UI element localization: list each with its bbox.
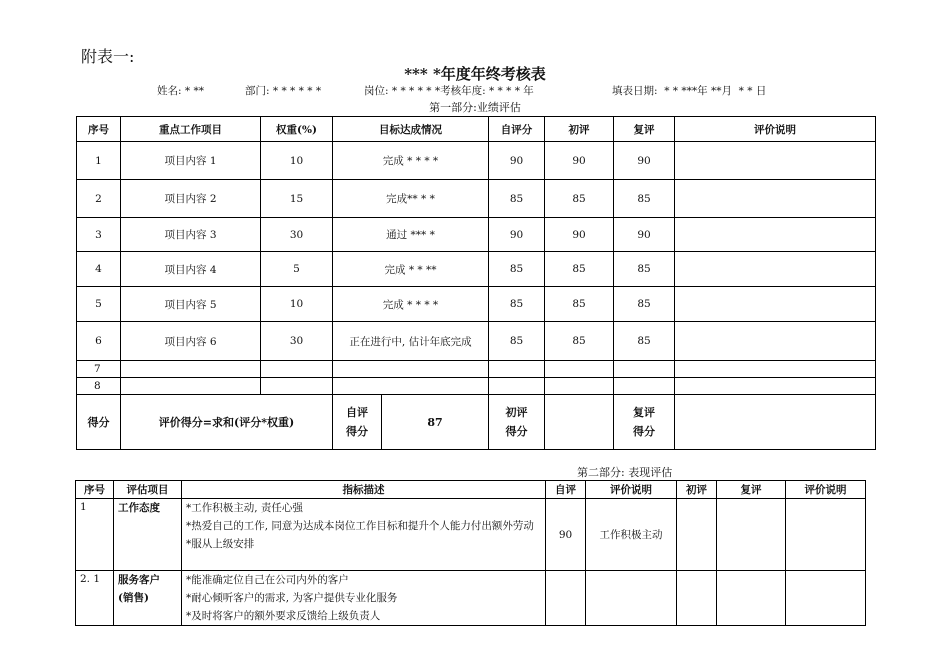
perf-cell-review: 90 [614, 142, 675, 180]
perf-header-weight: 权重(%) [261, 117, 333, 142]
self-score-value: 87 [427, 415, 443, 429]
perf-cell-weight: 5 [261, 252, 333, 287]
perf-cell-review [614, 361, 675, 378]
perf-row [77, 287, 876, 322]
meta-post-year: 岗位: * * * * * *考核年度: * * * * 年 [364, 85, 534, 97]
perf-cell-weight: 10 [261, 142, 333, 180]
perf-cell-weight: 15 [261, 180, 333, 218]
perf-cell-self: 85 [489, 252, 545, 287]
perf-cell-first [545, 361, 614, 378]
review-score-label: 复评 得分 [614, 395, 675, 450]
behavior-cell-self: 90 [546, 499, 586, 571]
behavior-row [76, 571, 866, 626]
perf-cell-item [121, 378, 261, 395]
perf-header-target: 目标达成情况 [333, 117, 489, 142]
behavior-cell-self [546, 571, 586, 626]
perf-cell-first [545, 378, 614, 395]
perf-cell-review: 85 [614, 252, 675, 287]
behavior-cell-first [677, 499, 717, 571]
perf-row [77, 142, 876, 180]
appendix-label: 附表一: [81, 47, 135, 66]
behavior-cell-review-comment [786, 571, 866, 626]
behavior-header-review: 复评 [717, 481, 786, 499]
perf-cell-comment [675, 378, 876, 395]
behavior-header-first: 初评 [677, 481, 717, 499]
perf-cell-self: 90 [489, 142, 545, 180]
behavior-cell-no: 1 [76, 499, 114, 571]
score-formula: 评价得分=求和(评分*权重) [121, 395, 333, 450]
perf-header-comment: 评价说明 [675, 117, 876, 142]
perf-cell-item: 项目内容 2 [121, 180, 261, 218]
perf-cell-item [121, 361, 261, 378]
page-title: *** *年度年终考核表 [404, 65, 546, 83]
perf-cell-review: 90 [614, 218, 675, 252]
perf-cell-item: 项目内容 5 [121, 287, 261, 322]
perf-cell-comment [675, 287, 876, 322]
behavior-cell-item: 工作态度 [114, 499, 182, 571]
perf-cell-comment [675, 142, 876, 180]
perf-cell-target: 完成 * * * * [333, 287, 489, 322]
perf-cell-target [333, 361, 489, 378]
perf-cell-no: 4 [77, 252, 121, 287]
indicator-line: *工作积极主动, 责任心强 [186, 502, 303, 514]
perf-cell-review: 85 [614, 180, 675, 218]
section2-title: 第二部分: 表现评估 [577, 466, 673, 479]
behavior-cell-review [717, 499, 786, 571]
behavior-cell-indicators [182, 571, 546, 626]
perf-cell-weight [261, 378, 333, 395]
indicator-line: *能准确定位自己在公司内外的客户 [186, 574, 349, 586]
behavior-header-indicators: 指标描述 [182, 481, 546, 499]
indicator-line: *热爱自己的工作, 同意为达成本岗位工作目标和提升个人能力付出额外劳动 [186, 520, 534, 532]
behavior-header-comment: 评价说明 [586, 481, 677, 499]
perf-cell-target: 完成** * * [333, 180, 489, 218]
perf-row [77, 180, 876, 218]
behavior-header-review-comment: 评价说明 [786, 481, 866, 499]
perf-header-self: 自评分 [489, 117, 545, 142]
perf-cell-weight: 30 [261, 218, 333, 252]
perf-cell-first: 85 [545, 252, 614, 287]
first-score-label: 初评 得分 [489, 395, 545, 450]
perf-cell-no: 6 [77, 322, 121, 361]
indicator-line: *耐心倾听客户的需求, 为客户提供专业化服务 [186, 592, 398, 604]
perf-header-no: 序号 [77, 117, 121, 142]
perf-cell-no: 2 [77, 180, 121, 218]
behavior-cell-review [717, 571, 786, 626]
perf-cell-self: 85 [489, 287, 545, 322]
behavior-cell-indicators [182, 499, 546, 571]
perf-header-first: 初评 [545, 117, 614, 142]
perf-header-item: 重点工作项目 [121, 117, 261, 142]
perf-cell-weight: 30 [261, 322, 333, 361]
perf-cell-weight [261, 361, 333, 378]
behavior-cell-review-comment [786, 499, 866, 571]
meta-department: 部门: * * * * * * [245, 85, 322, 97]
performance-table [76, 116, 876, 450]
indicator-line: *服从上级安排 [186, 538, 255, 550]
perf-cell-weight: 10 [261, 287, 333, 322]
perf-cell-first: 90 [545, 142, 614, 180]
perf-cell-comment [675, 180, 876, 218]
perf-cell-target: 完成 * * ** [333, 252, 489, 287]
perf-cell-self: 90 [489, 218, 545, 252]
perf-cell-review: 85 [614, 287, 675, 322]
perf-row [77, 378, 876, 395]
behavior-cell-item: 服务客户 (销售) [114, 571, 182, 626]
perf-row [77, 322, 876, 361]
score-label: 得分 [77, 395, 121, 450]
perf-cell-self: 85 [489, 322, 545, 361]
perf-row [77, 361, 876, 378]
perf-cell-first: 85 [545, 322, 614, 361]
perf-cell-first: 85 [545, 287, 614, 322]
perf-cell-no: 7 [77, 361, 121, 378]
perf-cell-no: 8 [77, 378, 121, 395]
behavior-header-item: 评估项目 [114, 481, 182, 499]
behavior-cell-comment [586, 571, 677, 626]
behavior-cell-first [677, 571, 717, 626]
perf-cell-no: 1 [77, 142, 121, 180]
perf-cell-item: 项目内容 4 [121, 252, 261, 287]
meta-name: 姓名: * ** [157, 85, 204, 97]
perf-cell-self [489, 378, 545, 395]
perf-cell-first: 90 [545, 218, 614, 252]
perf-cell-self [489, 361, 545, 378]
perf-cell-target [333, 378, 489, 395]
self-score-label: 自评 得分 [333, 395, 382, 449]
meta-fill-date: 填表日期: * * ***年 **月 * * 日 [612, 85, 767, 97]
score-summary-row [77, 395, 876, 450]
perf-cell-comment [675, 252, 876, 287]
behavior-cell-comment: 工作积极主动 [586, 499, 677, 571]
perf-cell-target: 通过 *** * [333, 218, 489, 252]
perf-cell-no: 3 [77, 218, 121, 252]
behavior-header-no: 序号 [76, 481, 114, 499]
perf-cell-first: 85 [545, 180, 614, 218]
behavior-row [76, 499, 866, 571]
perf-cell-review: 85 [614, 322, 675, 361]
indicator-line: *及时将客户的额外要求反馈给上级负责人 [186, 610, 381, 622]
perf-cell-item: 项目内容 1 [121, 142, 261, 180]
perf-cell-comment [675, 361, 876, 378]
perf-cell-no: 5 [77, 287, 121, 322]
behavior-cell-no: 2. 1 [76, 571, 114, 626]
perf-header-review: 复评 [614, 117, 675, 142]
perf-cell-target: 正在进行中, 估计年底完成 [333, 322, 489, 361]
first-score-value [545, 395, 614, 450]
perf-cell-item: 项目内容 6 [121, 322, 261, 361]
perf-cell-item: 项目内容 3 [121, 218, 261, 252]
section1-title: 第一部分:业绩评估 [429, 101, 521, 114]
perf-row [77, 218, 876, 252]
perf-cell-self: 85 [489, 180, 545, 218]
behavior-header-self: 自评 [546, 481, 586, 499]
behavior-table [75, 480, 866, 626]
perf-cell-target: 完成 * * * * [333, 142, 489, 180]
perf-row [77, 252, 876, 287]
perf-cell-review [614, 378, 675, 395]
review-score-value [675, 395, 876, 450]
perf-cell-comment [675, 322, 876, 361]
perf-cell-comment [675, 218, 876, 252]
